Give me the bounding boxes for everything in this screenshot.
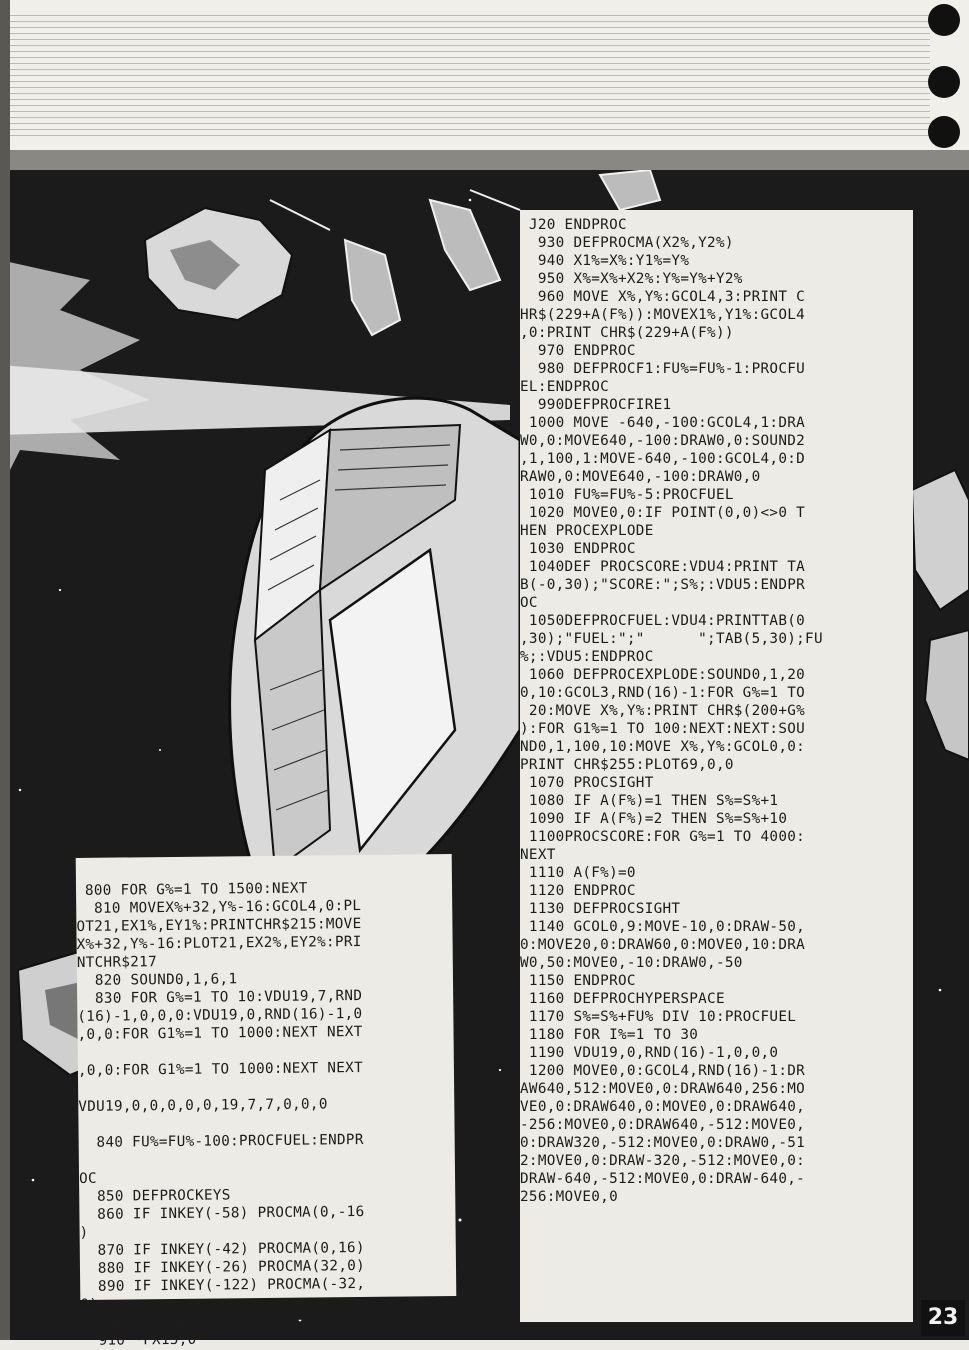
code-line: 1200 MOVE0,0:GCOL4,RND(16)-1:DR [520, 1063, 806, 1079]
code-line: 900 IF INKEY(-99) PROCFIRE1 [80, 1312, 339, 1331]
code-line: NEXT [520, 847, 556, 863]
code-line: OT21,EX1%,EY1%:PRINTCHR$215:MOVE [76, 915, 362, 935]
code-line: 0:DRAW320,-512:MOVE0,0:DRAW0,-51 [520, 1135, 806, 1151]
code-line: ,30);"FUEL:";" ";TAB(5,30);FU [520, 631, 823, 647]
code-line: 1090 IF A(F%)=2 THEN S%=S%+10 [520, 811, 788, 827]
code-line: 1010 FU%=FU%-5:PROCFUEL [520, 487, 734, 503]
ruled-lines [0, 10, 930, 140]
code-line: 910 *FX15,0 [80, 1331, 197, 1349]
code-line: OC [78, 1170, 97, 1187]
code-line: 1140 GCOL0,9:MOVE-10,0:DRAW-50, [520, 919, 806, 935]
code-line: EL:ENDPROC [520, 379, 610, 395]
binder-hole-2 [928, 66, 960, 98]
code-line: HEN PROCEXPLODE [520, 523, 654, 539]
code-line: 1020 MOVE0,0:IF POINT(0,0)<>0 T [520, 505, 806, 521]
code-line: (16)-1,0,0,0:VDU19,0,RND(16)-1,0 [77, 1005, 363, 1025]
code-line: 800 FOR G%=1 TO 1500:NEXT [75, 880, 308, 899]
code-line: HR$(229+A(F%)):MOVEX1%,Y1%:GCOL4 [520, 307, 806, 323]
code-line: 2:MOVE0,0:DRAW-320,-512:MOVE0,0: [520, 1153, 806, 1169]
code-line: VE0,0:DRAW640,0:MOVE0,0:DRAW640, [520, 1099, 806, 1115]
code-line: NTCHR$217 [76, 954, 158, 971]
code-line: AW640,512:MOVE0,0:DRAW640,256:MO [520, 1081, 806, 1097]
code-line: J20 ENDPROC [520, 217, 627, 233]
code-line: 1000 MOVE -640,-100:GCOL4,1:DRA [520, 415, 806, 431]
code-line: 980 DEFPROCF1:FU%=FU%-1:PROCFU [520, 361, 806, 377]
code-line: ,0,0:FOR G1%=1 TO 1000:NEXT NEXT [77, 1023, 363, 1043]
code-line: PRINT CHR$255:PLOT69,0,0 [520, 757, 734, 773]
code-line: 990DEFPROCFIRE1 [520, 397, 672, 413]
code-line: 950 X%=X%+X2%:Y%=Y%+Y2% [520, 271, 743, 287]
code-line: 0,10:GCOL3,RND(16)-1:FOR G%=1 TO [520, 685, 806, 701]
code-line: 830 FOR G%=1 TO 10:VDU19,7,RND [77, 987, 363, 1007]
code-line: 1030 ENDPROC [520, 541, 636, 557]
code-line: 1160 DEFPROCHYPERSPACE [520, 991, 725, 1007]
code-line: 810 MOVEX%+32,Y%-16:GCOL4,0:PL [76, 897, 362, 917]
code-line: 870 IF INKEY(-42) PROCMA(0,16) [79, 1239, 365, 1259]
code-line: 840 FU%=FU%-100:PROCFUEL:ENDPR [78, 1131, 364, 1151]
code-line: 970 ENDPROC [520, 343, 636, 359]
code-line: 850 DEFPROCKEYS [79, 1187, 231, 1205]
code-line: 1120 ENDPROC [520, 883, 636, 899]
code-line: ,1,100,1:MOVE-640,-100:GCOL4,0:D [520, 451, 806, 467]
code-line: 860 IF INKEY(-58) PROCMA(0,-16 [79, 1203, 365, 1223]
code-line: 940 X1%=X%:Y1%=Y% [520, 253, 690, 269]
code-line: 1190 VDU19,0,RND(16)-1,0,0,0 [520, 1045, 779, 1061]
code-line: DRAW-640,-512:MOVE0,0:DRAW-640,- [520, 1171, 806, 1187]
basic-listing-right [520, 210, 913, 1322]
code-line: 0:MOVE20,0:DRAW60,0:MOVE0,10:DRA [520, 937, 806, 953]
code-line: RAW0,0:MOVE640,-100:DRAW0,0 [520, 469, 761, 485]
code-line: 0) [80, 1296, 99, 1313]
code-line: 890 IF INKEY(-122) PROCMA(-32, [80, 1275, 366, 1295]
code-line: OC [520, 595, 538, 611]
code-line: -256:MOVE0,0:DRAW640,-512:MOVE0, [520, 1117, 806, 1133]
code-line: 1150 ENDPROC [520, 973, 636, 989]
code-line: 1040DEF PROCSCORE:VDU4:PRINT TA [520, 559, 806, 575]
code-line: W0,0:MOVE640,-100:DRAW0,0:SOUND2 [520, 433, 806, 449]
code-line: B(-0,30);"SCORE:";S%;:VDU5:ENDPR [520, 577, 806, 593]
code-line: 1170 S%=S%+FU% DIV 10:PROCFUEL [520, 1009, 797, 1025]
code-line: 1100PROCSCORE:FOR G%=1 TO 4000: [520, 829, 806, 845]
page-fold-shadow [0, 0, 10, 1340]
binder-hole-3 [928, 116, 960, 148]
code-line: 1080 IF A(F%)=1 THEN S%=S%+1 [520, 793, 779, 809]
page-header-band [0, 0, 969, 150]
code-line: VDU19,0,0,0,0,0,19,7,7,0,0,0 [78, 1096, 328, 1115]
code-line: 820 SOUND0,1,6,1 [76, 971, 238, 989]
code-line: ,0,0:FOR G1%=1 TO 1000:NEXT NEXT [77, 1059, 364, 1079]
code-line: 1050DEFPROCFUEL:VDU4:PRINTTAB(0 [520, 613, 806, 629]
header-divider [0, 150, 969, 170]
code-line: 1060 DEFPROCEXPLODE:SOUND0,1,20 [520, 667, 806, 683]
code-line: 256:MOVE0,0 [520, 1189, 618, 1205]
code-line: 960 MOVE X%,Y%:GCOL4,3:PRINT C [520, 289, 806, 305]
code-line: %;:VDU5:ENDPROC [520, 649, 654, 665]
page-number: 23 [921, 1300, 965, 1336]
code-line: ):FOR G1%=1 TO 100:NEXT:NEXT:SOU [520, 721, 806, 737]
code-line: 1180 FOR I%=1 TO 30 [520, 1027, 699, 1043]
code-line: X%+32,Y%-16:PLOT21,EX2%,EY2%:PRI [76, 933, 362, 953]
binder-hole-1 [928, 4, 960, 36]
basic-listing-left [75, 854, 457, 1349]
code-line: 20:MOVE X%,Y%:PRINT CHR$(200+G% [520, 703, 806, 719]
code-line: ND0,1,100,10:MOVE X%,Y%:GCOL0,0: [520, 739, 806, 755]
code-line: 1110 A(F%)=0 [520, 865, 636, 881]
code-line: 930 DEFPROCMA(X2%,Y2%) [520, 235, 734, 251]
code-line: 880 IF INKEY(-26) PROCMA(32,0) [79, 1257, 366, 1277]
code-line: W0,50:MOVE0,-10:DRAW0,-50 [520, 955, 743, 971]
code-line: 1070 PROCSIGHT [520, 775, 654, 791]
code-line: ) [79, 1224, 89, 1241]
code-line: 1130 DEFPROCSIGHT [520, 901, 681, 917]
code-line: ,0:PRINT CHR$(229+A(F%)) [520, 325, 734, 341]
